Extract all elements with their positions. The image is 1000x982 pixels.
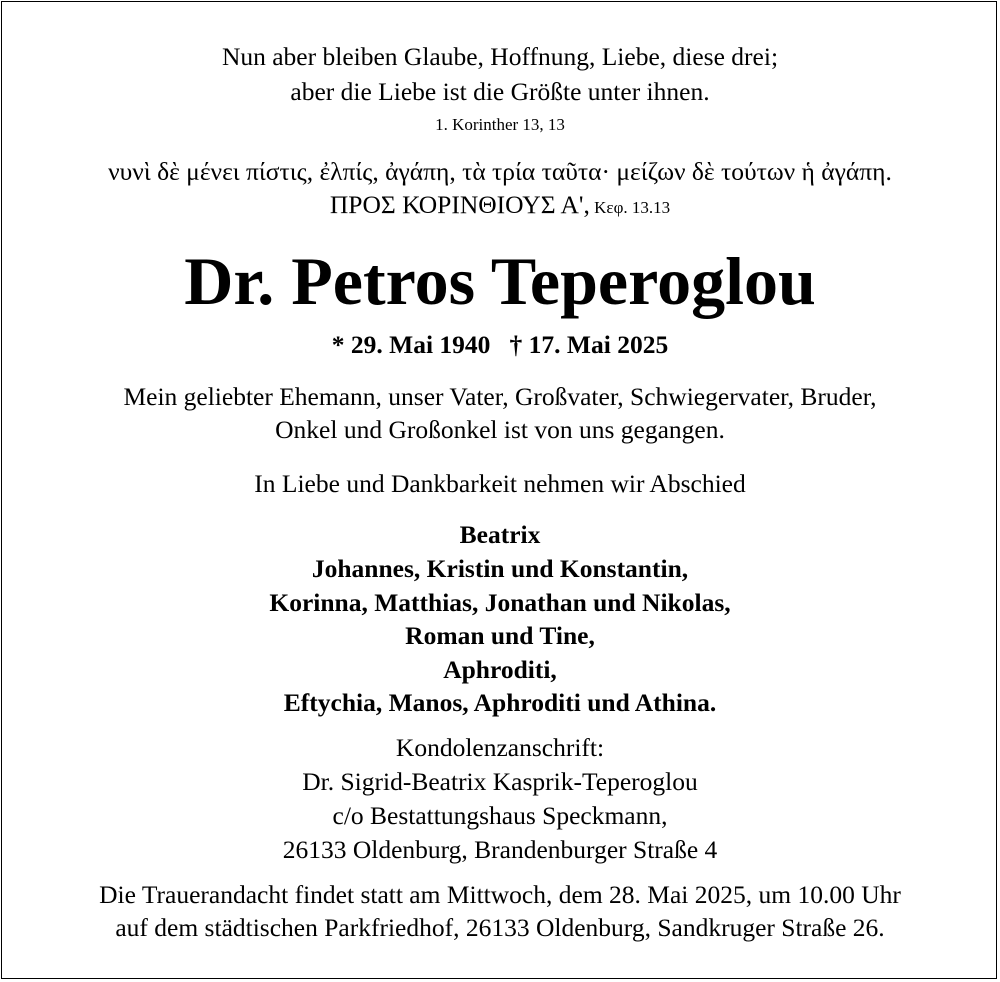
condolence-line: 26133 Oldenburg, Brandenburger Straße 4 (282, 835, 718, 864)
condolence-line: Kondolenzanschrift: (395, 733, 605, 762)
verse-reference: 1. Korinther 13, 13 (435, 115, 565, 134)
message-line-1: Mein geliebter Ehemann, unser Vater, Großvater, Schwiegervater, Bruder, (123, 382, 877, 411)
condolence-line: c/o Bestattungshaus Speckmann, (332, 801, 668, 830)
family-line: Aphroditi, (443, 655, 557, 684)
deceased-name: Dr. Petros Teperoglou (184, 243, 816, 319)
greek-verse: νυνὶ δὲ μένει πίστις, ἐλπίς, ἀγάπη, τὰ τρία ταῦτα· μείζων δὲ τούτων ἡ ἀγάπη. (108, 157, 892, 186)
family-line: Beatrix (459, 520, 541, 549)
greek-reference (0, 190, 1000, 223)
service-line: Die Trauerandacht findet statt am Mittwoch, dem 28. Mai 2025, um 10.00 Uhr (99, 880, 901, 909)
verse-line-2: aber die Liebe ist die Größte unter ihnen. (290, 77, 710, 106)
verse-line-1: Nun aber bleiben Glaube, Hoffnung, Liebe, diese drei; (221, 42, 779, 71)
family-line: Roman und Tine, (405, 621, 595, 650)
condolence-line: Dr. Sigrid-Beatrix Kasprik-Teperoglou (302, 767, 698, 796)
family-line: Eftychia, Manos, Aphroditi und Athina. (283, 688, 717, 717)
farewell-line: In Liebe und Dankbarkeit nehmen wir Abschied (254, 469, 746, 498)
greek-ref-main: ΠΡΟΣ ΚΟΡΙΝΘΙΟΥΣ Α', (329, 190, 590, 219)
family-line: Johannes, Kristin und Konstantin, (311, 554, 689, 583)
family-line: Korinna, Matthias, Jonathan und Nikolas, (269, 588, 731, 617)
life-dates: * 29. Mai 1940 † 17. Mai 2025 (331, 330, 669, 359)
service-line: auf dem städtischen Parkfriedhof, 26133 Oldenburg, Sandkruger Straße 26. (115, 913, 885, 942)
greek-ref-chapter: Κεφ. 13.13 (589, 198, 671, 217)
message-line-2: Onkel und Großonkel ist von uns gegangen. (275, 415, 725, 444)
